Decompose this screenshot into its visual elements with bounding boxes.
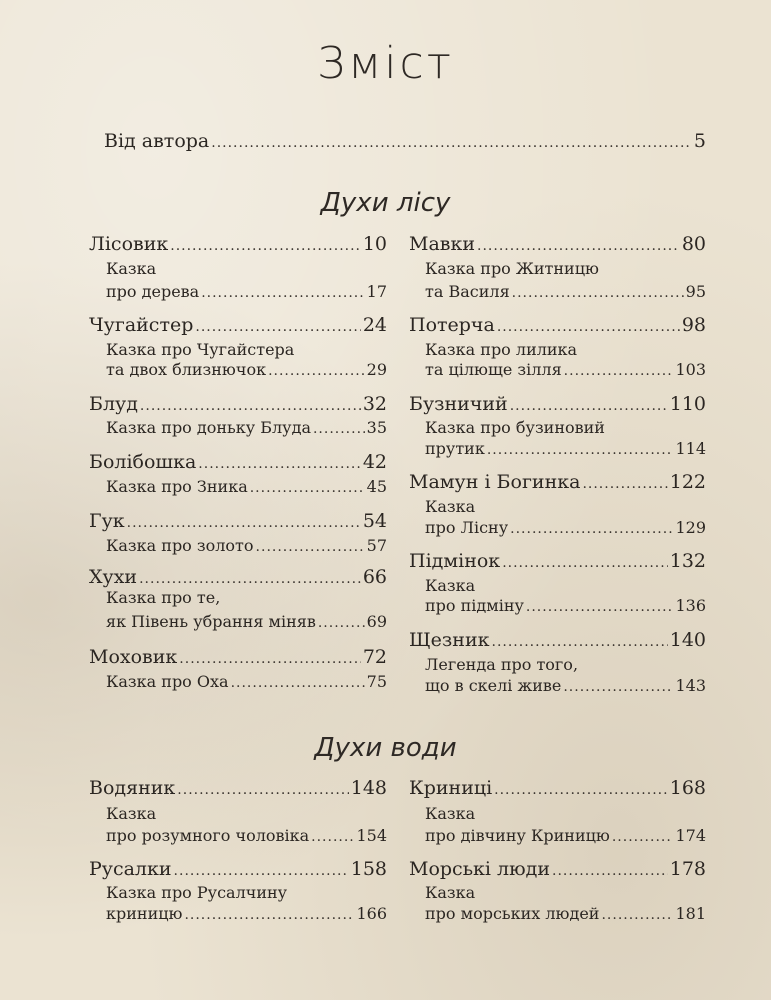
toc-entry-page: 98 <box>681 314 706 336</box>
toc-subentry[interactable] <box>106 672 387 691</box>
toc-entry[interactable] <box>89 233 387 255</box>
toc-subentry-line: Казка про бузиновий <box>425 418 605 437</box>
toc-entry[interactable] <box>409 471 706 493</box>
leader-dots <box>564 363 674 379</box>
toc-subentry-line: Легенда про того, <box>425 655 579 674</box>
leader-dots <box>170 238 361 254</box>
toc-entry[interactable] <box>409 777 706 799</box>
toc-subentry-label: Казка про Оха <box>106 672 229 691</box>
toc-subentry-label: та Василя <box>425 282 510 301</box>
toc-entry[interactable] <box>89 858 387 880</box>
leader-dots <box>174 863 349 879</box>
toc-entry-label: Чугайстер <box>89 314 194 336</box>
leader-dots <box>552 863 668 879</box>
toc-subentry-label: та цілюще зілля <box>425 360 562 379</box>
toc-subentry-line: Казка <box>425 576 476 595</box>
toc-subentry-label: прутик <box>425 439 485 458</box>
leader-dots <box>313 421 365 437</box>
toc-subentry-page: 45 <box>366 477 387 496</box>
toc-subentry-page: 143 <box>675 676 706 695</box>
toc-subentry[interactable] <box>425 904 706 923</box>
leader-dots <box>177 782 348 798</box>
toc-subentry-page: 166 <box>356 904 387 923</box>
toc-subentry-label: про підміну <box>425 596 524 615</box>
toc-subentry-page: 174 <box>675 826 706 845</box>
section-title-forest: Духи лісу <box>320 188 451 218</box>
toc-subentry[interactable] <box>425 596 706 615</box>
toc-subentry-label: про морських людей <box>425 904 600 923</box>
toc-entry-label: Водяник <box>89 777 176 799</box>
leader-dots <box>179 651 361 667</box>
toc-entry-label: Гук <box>89 510 125 532</box>
leader-dots <box>612 829 674 845</box>
toc-subentry-page: 136 <box>675 596 706 615</box>
leader-dots <box>582 476 667 492</box>
toc-subentry-line: Казка <box>425 804 476 823</box>
toc-subentry-line: Казка про Русалчину <box>106 883 288 902</box>
toc-entry-page: 148 <box>350 777 387 799</box>
leader-dots <box>510 521 673 537</box>
toc-subentry-line: Казка про Житницю <box>425 259 599 278</box>
leader-dots <box>497 319 680 335</box>
toc-subentry-page: 114 <box>675 439 706 458</box>
toc-entry-page: 66 <box>362 566 387 588</box>
toc-entry-page: 132 <box>669 550 706 572</box>
toc-entry-label: Щезник <box>409 629 490 651</box>
leader-dots <box>601 907 673 923</box>
leader-dots <box>510 398 668 414</box>
toc-entry-page: 54 <box>362 510 387 532</box>
toc-entry[interactable] <box>409 629 706 651</box>
toc-entry-page: 80 <box>681 233 706 255</box>
toc-subentry-line: Казка <box>425 883 476 902</box>
toc-subentry-label: про дерева <box>106 282 200 301</box>
toc-entry[interactable] <box>89 777 387 799</box>
toc-entry-label: Хухи <box>89 566 138 588</box>
leader-dots <box>487 442 674 458</box>
leader-dots <box>231 675 365 691</box>
toc-subentry-line: Казка про Чугайстера <box>106 340 295 359</box>
toc-subentry[interactable] <box>106 360 387 379</box>
toc-subentry[interactable] <box>425 360 706 379</box>
leader-dots <box>256 539 365 555</box>
toc-subentry-page: 154 <box>356 826 387 845</box>
toc-subentry[interactable] <box>425 282 706 301</box>
toc-entry-page: 42 <box>362 451 387 473</box>
toc-subentry-page: 29 <box>366 360 387 379</box>
toc-subentry[interactable] <box>106 904 387 923</box>
toc-subentry-label: що в скелі живе <box>425 676 562 695</box>
toc-subentry-line: Казка <box>106 259 157 278</box>
toc-entry-page: 5 <box>693 130 706 152</box>
toc-subentry-label: про розумного чоловіка <box>106 826 310 845</box>
leader-dots <box>311 829 354 845</box>
toc-subentry-line: Казка <box>106 804 157 823</box>
toc-subentry-page: 57 <box>366 536 387 555</box>
leader-dots <box>494 782 668 798</box>
toc-entry-page: 140 <box>669 629 706 651</box>
toc-subentry[interactable] <box>425 518 706 537</box>
toc-entry[interactable] <box>409 233 706 255</box>
toc-subentry-page: 181 <box>675 904 706 923</box>
toc-entry-page: 158 <box>350 858 387 880</box>
leader-dots <box>198 456 361 472</box>
section-title-water: Духи води <box>314 733 457 763</box>
toc-entry[interactable] <box>89 451 387 473</box>
toc-subentry-page: 17 <box>366 282 387 301</box>
toc-subentry-label: Казка про Зника <box>106 477 248 496</box>
toc-subentry-page: 129 <box>675 518 706 537</box>
leader-dots <box>201 285 364 301</box>
toc-entry[interactable] <box>409 858 706 880</box>
toc-entry-page: 122 <box>669 471 706 493</box>
toc-subentry[interactable] <box>106 477 387 496</box>
page-title: Зміст <box>317 38 454 89</box>
toc-entry-page: 178 <box>669 858 706 880</box>
leader-dots <box>477 238 680 254</box>
leader-dots <box>195 319 360 335</box>
toc-entry-page: 32 <box>362 393 387 415</box>
toc-subentry[interactable] <box>106 282 387 301</box>
leader-dots <box>140 398 361 414</box>
toc-entry[interactable] <box>89 393 387 415</box>
toc-entry-page: 168 <box>669 777 706 799</box>
toc-entry-label: Мавки <box>409 233 476 255</box>
leader-dots <box>184 907 354 923</box>
leader-dots <box>563 679 673 695</box>
toc-entry-label: Мамун і Богинка <box>409 471 581 493</box>
toc-entry[interactable] <box>89 566 387 588</box>
toc-subentry[interactable] <box>106 536 387 555</box>
leader-dots <box>526 599 674 615</box>
toc-entry-label: Лісовик <box>89 233 169 255</box>
leader-dots <box>250 480 365 496</box>
toc-entry[interactable] <box>89 314 387 336</box>
toc-subentry[interactable] <box>106 418 387 437</box>
toc-subentry[interactable] <box>106 826 387 845</box>
toc-entry[interactable] <box>409 393 706 415</box>
toc-subentry-label: Казка про золото <box>106 536 254 555</box>
toc-entry-label: Русалки <box>89 858 172 880</box>
toc-subentry-line: Казка про лилика <box>425 340 578 359</box>
toc-subentry[interactable] <box>425 676 706 695</box>
toc-subentry-label: Казка про доньку Блуда <box>106 418 311 437</box>
toc-entry-label: Потерча <box>409 314 495 336</box>
toc-subentry-label: як Півень убрання міняв <box>106 612 316 631</box>
toc-entry-label: Криниці <box>409 777 493 799</box>
toc-subentry-label: та двох близнючок <box>106 360 267 379</box>
toc-subentry[interactable] <box>106 612 387 631</box>
toc-entry-page: 72 <box>362 646 387 668</box>
leader-dots <box>318 615 365 631</box>
toc-subentry-page: 95 <box>685 282 706 301</box>
toc-subentry-line: Казка <box>425 497 476 516</box>
toc-subentry-line: Казка про те, <box>106 588 221 607</box>
leader-dots <box>139 571 361 587</box>
toc-entry[interactable] <box>409 550 706 572</box>
toc-subentry[interactable] <box>425 826 706 845</box>
leader-dots <box>127 515 361 531</box>
toc-subentry-page: 69 <box>366 612 387 631</box>
toc-entry-page: 24 <box>362 314 387 336</box>
leader-dots <box>211 135 692 151</box>
toc-entry-label: Моховик <box>89 646 178 668</box>
toc-entry-label: Болібошка <box>89 451 197 473</box>
toc-subentry-page: 35 <box>366 418 387 437</box>
leader-dots <box>268 363 365 379</box>
toc-entry-label: Від автора <box>104 130 210 152</box>
toc-entry[interactable] <box>89 646 387 668</box>
toc-subentry-page: 75 <box>366 672 387 691</box>
leader-dots <box>492 634 668 650</box>
toc-subentry[interactable] <box>425 439 706 458</box>
toc-subentry-page: 103 <box>675 360 706 379</box>
toc-subentry-label: про дівчину Криницю <box>425 826 610 845</box>
toc-entry-label: Підмінок <box>409 550 501 572</box>
toc-subentry-label: криницю <box>106 904 183 923</box>
toc-entry-page: 110 <box>669 393 706 415</box>
toc-entry-label: Бузничий <box>409 393 508 415</box>
toc-entry-page: 10 <box>362 233 387 255</box>
toc-entry-intro[interactable] <box>104 130 706 152</box>
toc-entry-label: Морські люди <box>409 858 551 880</box>
leader-dots <box>512 285 684 301</box>
toc-entry[interactable] <box>89 510 387 532</box>
toc-entry[interactable] <box>409 314 706 336</box>
toc-entry-label: Блуд <box>89 393 138 415</box>
toc-subentry-label: про Лісну <box>425 518 509 537</box>
leader-dots <box>502 555 668 571</box>
